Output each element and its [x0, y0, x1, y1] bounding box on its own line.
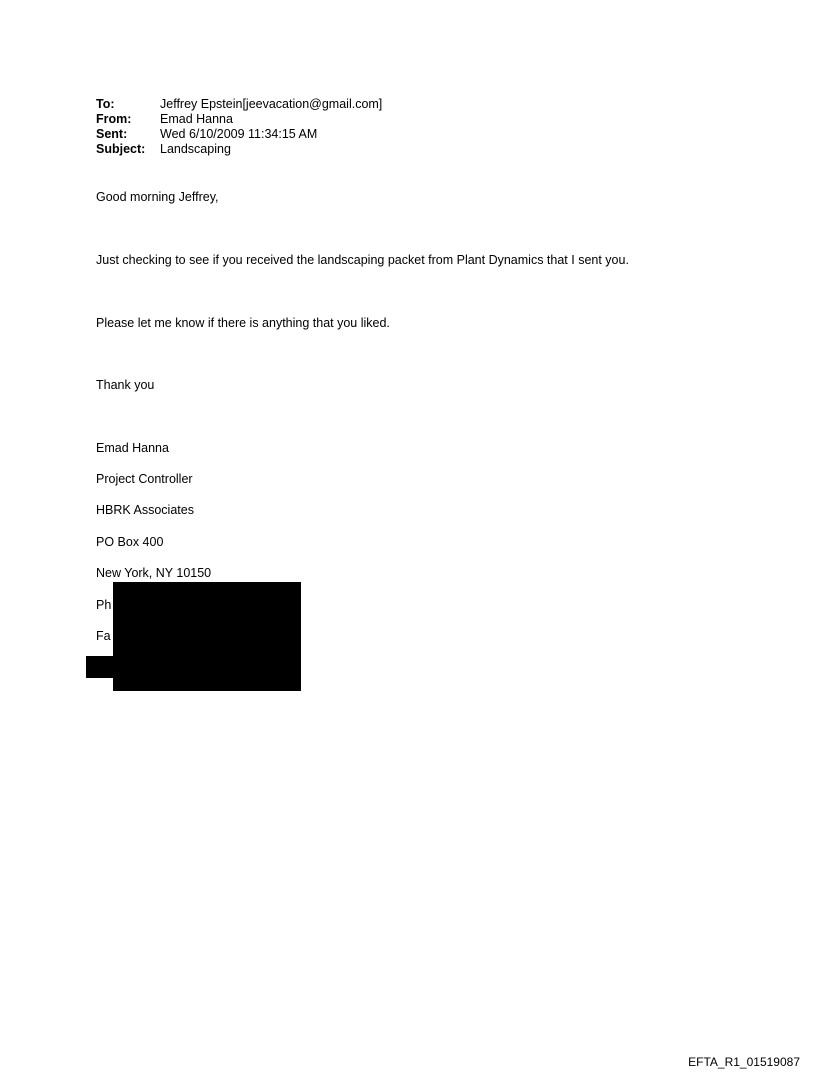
- signature-title: Project Controller: [96, 472, 193, 486]
- redaction-block: [113, 582, 301, 691]
- to-value: Jeffrey Epstein[jeevacation@gmail.com]: [160, 97, 383, 111]
- body-paragraph-2: Please let me know if there is anything that you liked.: [96, 316, 390, 330]
- signature-name: Emad Hanna: [96, 441, 169, 455]
- signature-phone-partial: Ph: [96, 598, 112, 612]
- body-paragraph-1: Just checking to see if you received the landscaping packet from Plant Dynamics that I sent you.: [96, 253, 629, 267]
- signature-po-box: PO Box 400: [96, 535, 164, 549]
- from-row: [96, 112, 382, 127]
- subject-label: Subject:: [96, 142, 146, 156]
- sent-label: Sent:: [96, 127, 128, 141]
- email-header: [96, 97, 382, 157]
- to-row: [96, 97, 382, 112]
- from-label: From:: [96, 112, 132, 126]
- signature-company: HBRK Associates: [96, 503, 194, 517]
- sent-row: [96, 127, 382, 142]
- to-label: To:: [96, 97, 115, 111]
- closing: Thank you: [96, 378, 155, 392]
- document-id: EFTA_R1_01519087: [688, 1055, 800, 1069]
- subject-value: Landscaping: [160, 142, 231, 156]
- signature-city-line: New York, NY 10150: [96, 566, 212, 580]
- greeting: Good morning Jeffrey,: [96, 190, 219, 204]
- from-value: Emad Hanna: [160, 112, 233, 126]
- sent-value: Wed 6/10/2009 11:34:15 AM: [160, 127, 318, 141]
- signature-fax-partial: Fa: [96, 629, 111, 643]
- subject-row: [96, 142, 382, 157]
- redaction-block-left: [86, 656, 114, 678]
